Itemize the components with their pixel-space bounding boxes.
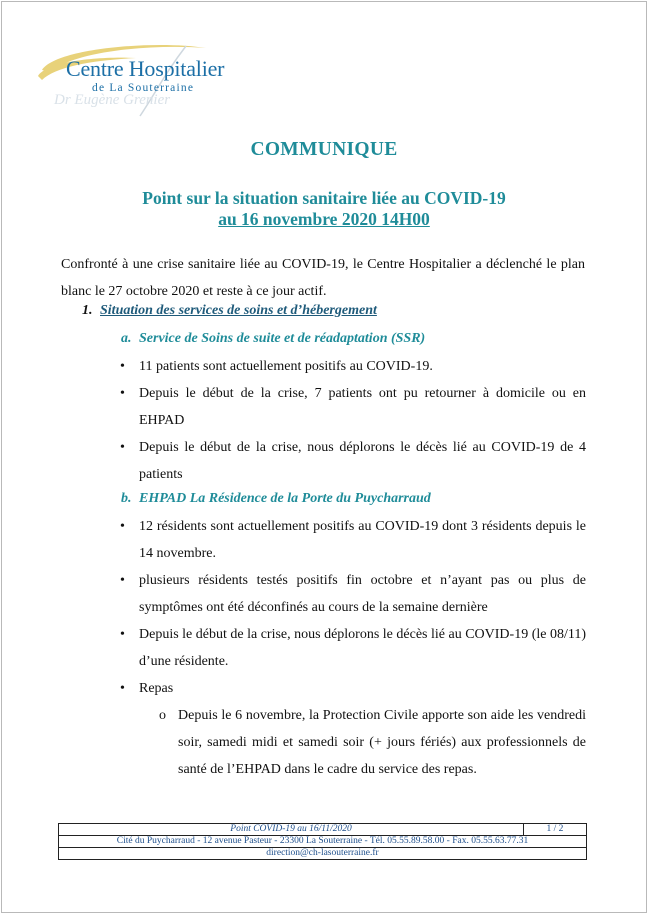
footer-page-number: 1 / 2 [524,824,587,836]
list-item [120,380,586,434]
list-item [120,675,586,702]
section-number: 1. [82,303,93,318]
circle-bullet-icon: o [159,708,166,723]
subsection-heading-ehpad [121,491,431,507]
subsection-label: EHPAD La Résidence de la Porte du Puycharraud [139,491,431,506]
bullet-icon: • [120,519,125,534]
list-item [120,434,586,488]
list-item-text: Depuis le début de la crise, 7 patients ont pu retourner à domicile ou en EHPAD [139,386,586,428]
list-item-text: plusieurs résidents testés positifs fin octobre et n’ayant pas ou plus de symptômes ont été déconfinés au cours de la semaine dernière [139,573,586,615]
section-label: Situation des services de soins et d’hébergement [100,303,377,318]
list-item-text: 11 patients sont actuellement positifs au COVID-19. [139,359,433,374]
list-item [120,621,586,675]
bullet-icon: • [120,359,125,374]
bullet-icon: • [120,627,125,642]
document-title: COMMUNIQUE [250,139,398,160]
subsection-letter: b. [121,491,132,506]
bullet-icon: • [120,440,125,455]
list-item-text: 12 résidents sont actuellement positifs au COVID-19 dont 3 résidents depuis le 14 novembre. [139,519,586,561]
logo-signature: Dr Eugène Grenier [54,92,171,108]
list-item-text: Depuis le début de la crise, nous déplorons le décès lié au COVID-19 de 4 patients [139,440,586,482]
bullet-icon: • [120,386,125,401]
list-item [120,513,586,567]
list-item [120,567,586,621]
bullet-icon: • [120,681,125,696]
sub-list-item-text: Depuis le 6 novembre, la Protection Civile apporte son aide les vendredi soir, samedi midi et samedi soir (+ jours fériés) aux professionnels de santé de l’EHPAD dans le cadre du service des repas. [178,708,586,777]
intro-paragraph: Confronté à une crise sanitaire liée au COVID-19, le Centre Hospitalier a déclenché le plan blanc le 27 octobre 2020 et reste à ce jour actif. [61,257,585,299]
document-date: au 16 novembre 2020 14H00 [218,209,430,229]
list-item [120,353,586,380]
hospital-logo [36,42,236,118]
logo-name: Centre Hospitalier [66,56,225,81]
footer-address: Cité du Puycharraud - 12 avenue Pasteur - 23300 La Souterraine - Tél. 05.55.89.58.00 - Fax. 05.55.63.77.31 [59,836,587,848]
subsection-letter: a. [121,331,132,346]
subsection-label: Service de Soins de suite et de réadaptation (SSR) [139,331,426,346]
logo-subtitle: de La Souterraine [92,82,195,94]
page-footer [58,823,587,860]
list-item-text: Repas [139,681,174,696]
section-heading [82,303,377,319]
footer-email: direction@ch-lasouterraine.fr [59,848,587,860]
document-subtitle: Point sur la situation sanitaire liée au COVID-19 [142,188,506,208]
list-item-text: Depuis le début de la crise, nous déplorons le décès lié au COVID-19 (le 08/11) d’une résidente. [139,627,586,669]
sub-list-item [159,702,586,783]
bullet-icon: • [120,573,125,588]
subsection-heading-ssr [121,331,425,347]
footer-title: Point COVID-19 au 16/11/2020 [59,824,524,836]
